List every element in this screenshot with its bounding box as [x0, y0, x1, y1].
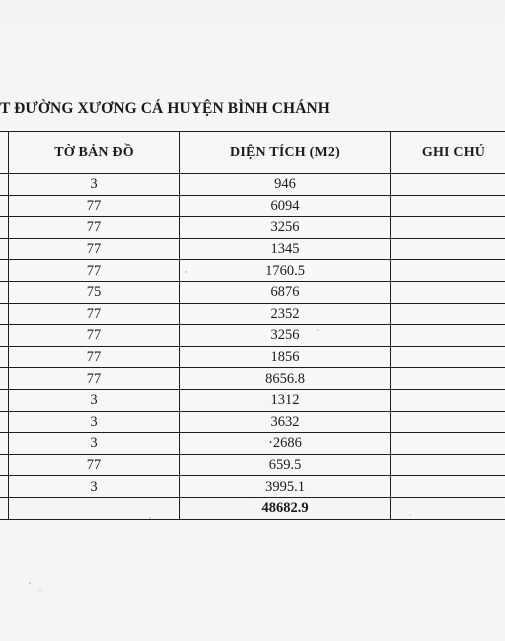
note-cell [391, 260, 505, 282]
note-cell [391, 389, 505, 411]
map-sheet-cell: 77 [9, 238, 180, 260]
note-cell [391, 195, 505, 217]
row-index-cell [0, 454, 9, 476]
map-sheet-cell: 3 [9, 433, 180, 455]
land-area-table [0, 131, 505, 520]
document-title: T ĐƯỜNG XƯƠNG CÁ HUYỆN BÌNH CHÁNH [0, 100, 330, 117]
map-sheet-cell: 77 [9, 346, 180, 368]
map-sheet-cell: 77 [9, 368, 180, 390]
area-cell: 3256 [180, 325, 391, 347]
row-index-cell [0, 281, 9, 303]
table-row [0, 411, 505, 433]
header-index [0, 132, 9, 174]
area-cell: 2352 [180, 303, 391, 325]
row-index-cell [0, 303, 9, 325]
area-cell: 6094 [180, 195, 391, 217]
header-note: GHI CHÚ [391, 132, 505, 174]
total-area-cell: 48682.9 [180, 497, 391, 519]
note-cell [391, 476, 505, 498]
area-cell: 1760.5 [180, 260, 391, 282]
total-sheet-cell [9, 497, 180, 519]
note-cell [391, 368, 505, 390]
note-cell [391, 217, 505, 239]
header-map-sheet: TỜ BẢN ĐỒ [9, 132, 180, 174]
area-cell: 3632 [180, 411, 391, 433]
area-cell: 946 [180, 174, 391, 196]
note-cell [391, 411, 505, 433]
note-cell [391, 325, 505, 347]
row-index-cell [0, 476, 9, 498]
table-row [0, 368, 505, 390]
table-row [0, 217, 505, 239]
area-cell: 8656.8 [180, 368, 391, 390]
area-cell: 659.5 [180, 454, 391, 476]
row-index-cell [0, 411, 9, 433]
header-area: DIỆN TÍCH (M2) [180, 132, 391, 174]
map-sheet-cell: 3 [9, 476, 180, 498]
table-row [0, 476, 505, 498]
row-index-cell [0, 238, 9, 260]
note-cell [391, 174, 505, 196]
land-area-table-container [0, 131, 505, 520]
map-sheet-cell: 3 [9, 174, 180, 196]
table-row [0, 454, 505, 476]
row-index-cell [0, 389, 9, 411]
area-cell: 3256 [180, 217, 391, 239]
table-row [0, 238, 505, 260]
note-cell [391, 346, 505, 368]
area-cell: 1856 [180, 346, 391, 368]
note-cell [391, 238, 505, 260]
table-row [0, 195, 505, 217]
row-index-cell [0, 325, 9, 347]
row-index-cell [0, 217, 9, 239]
table-row [0, 325, 505, 347]
note-cell [391, 281, 505, 303]
table-header-row [0, 132, 505, 174]
area-cell: 1345 [180, 238, 391, 260]
row-index-cell [0, 260, 9, 282]
map-sheet-cell: 77 [9, 195, 180, 217]
map-sheet-cell: 77 [9, 303, 180, 325]
map-sheet-cell: 77 [9, 454, 180, 476]
row-index-cell [0, 195, 9, 217]
map-sheet-cell: 77 [9, 260, 180, 282]
area-cell: ·2686 [180, 433, 391, 455]
area-cell: 3995.1 [180, 476, 391, 498]
row-index-cell [0, 174, 9, 196]
table-row [0, 433, 505, 455]
total-note-cell [391, 497, 505, 519]
note-cell [391, 433, 505, 455]
note-cell [391, 303, 505, 325]
table-row [0, 174, 505, 196]
total-row [0, 497, 505, 519]
note-cell [391, 454, 505, 476]
area-cell: 1312 [180, 389, 391, 411]
map-sheet-cell: 77 [9, 325, 180, 347]
row-index-cell [0, 497, 9, 519]
table-row [0, 346, 505, 368]
table-row [0, 260, 505, 282]
map-sheet-cell: 3 [9, 389, 180, 411]
map-sheet-cell: 77 [9, 217, 180, 239]
map-sheet-cell: 3 [9, 411, 180, 433]
table-row [0, 389, 505, 411]
row-index-cell [0, 346, 9, 368]
row-index-cell [0, 368, 9, 390]
table-row [0, 281, 505, 303]
area-cell: 6876 [180, 281, 391, 303]
map-sheet-cell: 75 [9, 281, 180, 303]
row-index-cell [0, 433, 9, 455]
table-row [0, 303, 505, 325]
